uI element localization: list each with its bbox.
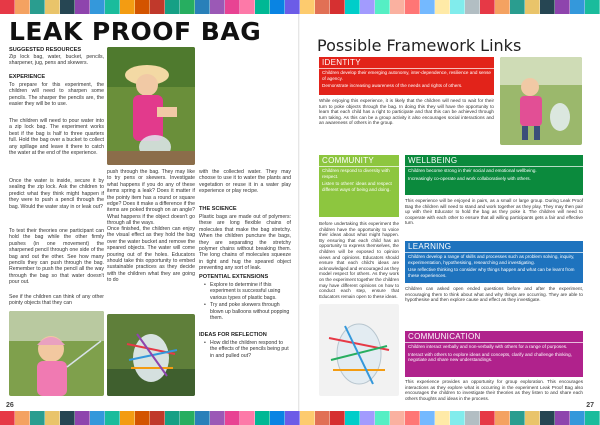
- pencil-color-band: [405, 411, 420, 425]
- pencil-color-band: [390, 0, 405, 14]
- pencil-color-band: [270, 411, 285, 425]
- communication-outcome-2: Interact with others to explore ideas and concepts, clarify and challenge thinking, negotiate and share new understandings.: [408, 351, 572, 363]
- framework-title: Possible Framework Links: [317, 36, 522, 55]
- extension-item: • Explore to determine if this experiment is successful using various types of plastic bags.: [204, 282, 290, 301]
- pencil-color-band: [420, 0, 435, 14]
- pencil-color-band: [135, 0, 150, 14]
- pencil-color-band: [120, 0, 135, 14]
- pencil-color-band: [570, 0, 585, 14]
- pencil-color-band: [150, 411, 165, 425]
- pencil-color-band: [105, 0, 120, 14]
- left-page: [0, 14, 300, 411]
- pencil-color-band: [555, 0, 570, 14]
- experience-paragraph-4: To test their theories one participant can hold the bag while the other firmly pushes (in one movement) the sharpened pencil through one side of the bag and out the other. See how many pencils they can push through the bag. Remember to push the pencil all the way through the bag so that water doesn't pour out.: [9, 228, 104, 286]
- pencil-color-band: [330, 411, 345, 425]
- pencil-color-band: [45, 0, 60, 14]
- community-body: Before undertaking this experiment the children have the opportunity to voice their ideas about what might happen. By ensuring that each child has an opportunity to express themselves, the children will be exposed to opinion views and opinions. Educators should ensure that each child's ideas are acknowledged and encouraged as they model respect for others. As they work on the experiment together the children may have different opinions on how to conduct each step, ensure that Educators remain open to these ideas.: [319, 221, 399, 299]
- identity-heading: IDENTITY: [319, 57, 494, 69]
- pencil-color-band: [240, 0, 255, 14]
- pencil-color-band: [210, 411, 225, 425]
- page-title: LEAK PROOF BAG: [9, 17, 262, 46]
- pencil-color-band: [435, 411, 450, 425]
- pencil-color-band: [570, 411, 585, 425]
- wellbeing-heading: WELLBEING: [405, 155, 583, 167]
- pencil-color-band: [105, 411, 120, 425]
- pencil-border-bottom: [0, 411, 600, 425]
- reflection-list: [204, 340, 290, 360]
- extensions-list: [204, 282, 290, 322]
- experience-paragraph-3: Once the water is inside, secure it by sealing the zip lock. Ask the children to predict what they think might happen if they were to push a pencil through the bag. Would the water stay in or leak out?: [9, 178, 104, 210]
- learning-heading: LEARNING: [405, 241, 583, 253]
- pencil-color-band: [225, 0, 240, 14]
- pencil-color-band: [465, 0, 480, 14]
- pencil-color-band: [465, 411, 480, 425]
- learning-panel: [405, 241, 583, 283]
- community-outcome-1: Children respond to diversity with respect.: [322, 168, 390, 179]
- pencil-color-band: [345, 411, 360, 425]
- pencil-color-band: [180, 0, 195, 14]
- pencil-color-band: [15, 0, 30, 14]
- pencil-color-band: [225, 411, 240, 425]
- pencil-color-band: [210, 0, 225, 14]
- pencil-color-band: [270, 0, 285, 14]
- pencil-color-band: [90, 411, 105, 425]
- pencil-color-band: [45, 411, 60, 425]
- reflection-item: • How did the children respond to the effects of the pencils being put in and pulled out?: [204, 340, 290, 359]
- child-pouring-water-photo: [107, 47, 195, 165]
- pencil-color-band: [30, 0, 45, 14]
- pencil-color-band: [345, 0, 360, 14]
- wellbeing-outcome-2: Increasingly co-operate and work collaboratively with others.: [408, 175, 531, 181]
- pencil-color-band: [120, 411, 135, 425]
- community-heading: COMMUNITY: [319, 155, 399, 167]
- pencil-color-band: [435, 0, 450, 14]
- pencil-color-band: [285, 411, 300, 425]
- pencil-color-band: [495, 0, 510, 14]
- pencil-color-band: [60, 411, 75, 425]
- middle-column-text-2: Once finished, the children can enjoy the visual effect as they hold the bag over the water bucket and remove the speared objects. The water will come pouring out of the holes. Educators should take this opportunity to embed sustainable practices as they decide with the children what they are going to do: [107, 226, 195, 284]
- middle-column-text-1: push through the bag. They may like to try pens or skewers. Investigate what happens if you do any of these items spring a leak? Does it matter if the pointy item has a round or square edge? Does it make a difference if the items are poked through on an angle? What happens if the object doesn't go through all the ways.: [107, 169, 195, 227]
- pencil-color-band: [420, 411, 435, 425]
- pencil-color-band: [540, 0, 555, 14]
- pencil-color-band: [480, 0, 495, 14]
- pencil-color-band: [75, 0, 90, 14]
- suggested-resources-text: Zip lock bag, water, bucket, pencils, sharpener, jug, pens and skewers.: [9, 54, 104, 67]
- reflection-heading: IDEAS FOR REFLECTION: [199, 332, 267, 338]
- right-page: [300, 14, 600, 411]
- learning-outcome-1: Children develop a range of skills and processes such as problem solving, inquiry, experimentation, hypothesising, researching and investigating.: [408, 254, 575, 265]
- pencil-color-band: [315, 411, 330, 425]
- pencil-color-band: [195, 0, 210, 14]
- pencil-color-band: [135, 411, 150, 425]
- experience-heading: EXPERIENCE: [9, 74, 46, 80]
- pencil-color-band: [510, 411, 525, 425]
- science-text: Plastic bags are made out of polymers: these are long flexible chains of molecules that make the bag stretchy. When the children puncture the bags, they are separating the stretchy polymer chains without breaking them. The long chains of molecules squeeze in tight and hug the speared object preventing any sort of leak.: [199, 214, 291, 272]
- pencil-color-band: [165, 0, 180, 14]
- pencil-color-band: [60, 0, 75, 14]
- pencil-color-band: [240, 411, 255, 425]
- child-running-photo: [500, 57, 582, 145]
- pencil-color-band: [90, 0, 105, 14]
- pencil-color-band: [585, 411, 600, 425]
- communication-heading: COMMUNICATION: [405, 331, 583, 343]
- pencil-color-band: [15, 411, 30, 425]
- pencil-color-band: [480, 411, 495, 425]
- learning-outcome-2: Use reflective thinking to consider why things happen and what can be learnt from these experiences.: [408, 267, 575, 278]
- pencil-color-band: [360, 0, 375, 14]
- communication-outcome-1: Children interact verbally and non-verbally with others for a range of purposes.: [408, 344, 568, 349]
- pencil-color-band: [375, 0, 390, 14]
- identity-panel: [319, 57, 494, 95]
- extensions-heading: POTENTIAL EXTENSIONS: [199, 274, 269, 280]
- pencil-color-band: [390, 411, 405, 425]
- extension-item: • Try and poke skewers through blown up balloons without popping them.: [204, 302, 290, 321]
- pencil-border-top: [0, 0, 600, 14]
- pencil-color-band: [360, 411, 375, 425]
- pencil-color-band: [585, 0, 600, 14]
- pencil-color-band: [180, 411, 195, 425]
- communication-body: This experience provides an opportunity for group exploration. This encourages interactions as they explore what is occurring in the experiment Leak Proof Bag also encourages the children to investigate their theories as they listen to and share each others thoughts and ideas in the process.: [405, 379, 583, 401]
- community-panel: [319, 155, 399, 217]
- page-number-left: 26: [6, 402, 14, 409]
- pencil-color-band: [150, 0, 165, 14]
- pencil-color-band: [195, 411, 210, 425]
- pencil-color-band: [75, 411, 90, 425]
- pencil-color-band: [450, 0, 465, 14]
- pencil-color-band: [255, 411, 270, 425]
- pencil-color-band: [525, 0, 540, 14]
- community-outcome-2: Listen to others' ideas and respect different ways of being and doing.: [322, 181, 392, 192]
- pencil-color-band: [330, 0, 345, 14]
- pencil-color-band: [375, 411, 390, 425]
- experience-paragraph-2: The children will need to pour water into a zip lock bag. The experiment works best if the bag is half to three quarters full. Hold the bag over a bucket to collect any spillage and leave it there to catch the water at the end of the experience.: [9, 118, 104, 157]
- experience-paragraph-1: To prepare for this experiment, the children will need to sharpen some pencils. The sharper the pencils are, the easier they will be to use.: [9, 82, 104, 108]
- identity-body: While enjoying this experience, it is likely that the children will need to wait for their turn to poke objects through the bag. In doing this they will have the opportunity to learn that each child has a right to participate and that this can be achieved through turn taking. As this can be a group activity it also encourages social interactions and an awareness of others in the group.: [319, 98, 494, 126]
- pencil-color-band: [300, 411, 315, 425]
- pencil-color-band: [555, 411, 570, 425]
- wellbeing-outcome-1: Children become strong in their social and emotional wellbeing.: [408, 168, 537, 173]
- wellbeing-body: This experience will be enjoyed in pairs, as a small or large group. During Leak Proof Bag the children will need to stand and work together as they play. They may then pair up with their Educator to hold the bag as they poke it. The children will need to cooperate with each other to ensure that all willing participants gets a fair and effective turn.: [405, 198, 583, 226]
- pencil-color-band: [0, 0, 15, 14]
- pencil-color-band: [450, 411, 465, 425]
- identity-outcome-2: Demonstrate increasing awareness of the needs and rights of others.: [322, 83, 463, 89]
- page-number-right: 27: [586, 402, 594, 409]
- pencil-color-band: [30, 411, 45, 425]
- pencil-color-band: [495, 411, 510, 425]
- pencil-color-band: [315, 0, 330, 14]
- suggested-resources-heading: SUGGESTED RESOURCES: [9, 47, 82, 53]
- experience-paragraph-5: See if the children can think of any other pointy objects that they can: [9, 294, 104, 307]
- right-column-text-1: with the collected water. They may choose to use it to water the plants and vegetation or reuse it in a water play experience or play recipe.: [199, 169, 291, 195]
- science-heading: THE SCIENCE: [199, 206, 237, 212]
- pencil-color-band: [405, 0, 420, 14]
- child-outdoor-photo: [9, 311, 104, 396]
- pencil-color-band: [255, 0, 270, 14]
- pencil-color-band: [510, 0, 525, 14]
- bag-experiment-photo: [319, 304, 399, 396]
- pencil-color-band: [285, 0, 300, 14]
- learning-body: Children can asked open ended questions before and after the experiment, encouraging them to think about what and why things are occurring. They are able to hypothesise and then explore cause and effect as they investigate.: [405, 286, 583, 303]
- wellbeing-panel: [405, 155, 583, 195]
- bag-with-pencils-photo: [107, 314, 195, 396]
- pencil-color-band: [300, 0, 315, 14]
- identity-outcome-1: Children develop their emerging autonomy, inter-dependence, resilience and sense of agency.: [322, 70, 491, 81]
- pencil-color-band: [0, 411, 15, 425]
- communication-panel: [405, 331, 583, 377]
- pencil-color-band: [165, 411, 180, 425]
- pencil-color-band: [525, 411, 540, 425]
- pencil-color-band: [540, 411, 555, 425]
